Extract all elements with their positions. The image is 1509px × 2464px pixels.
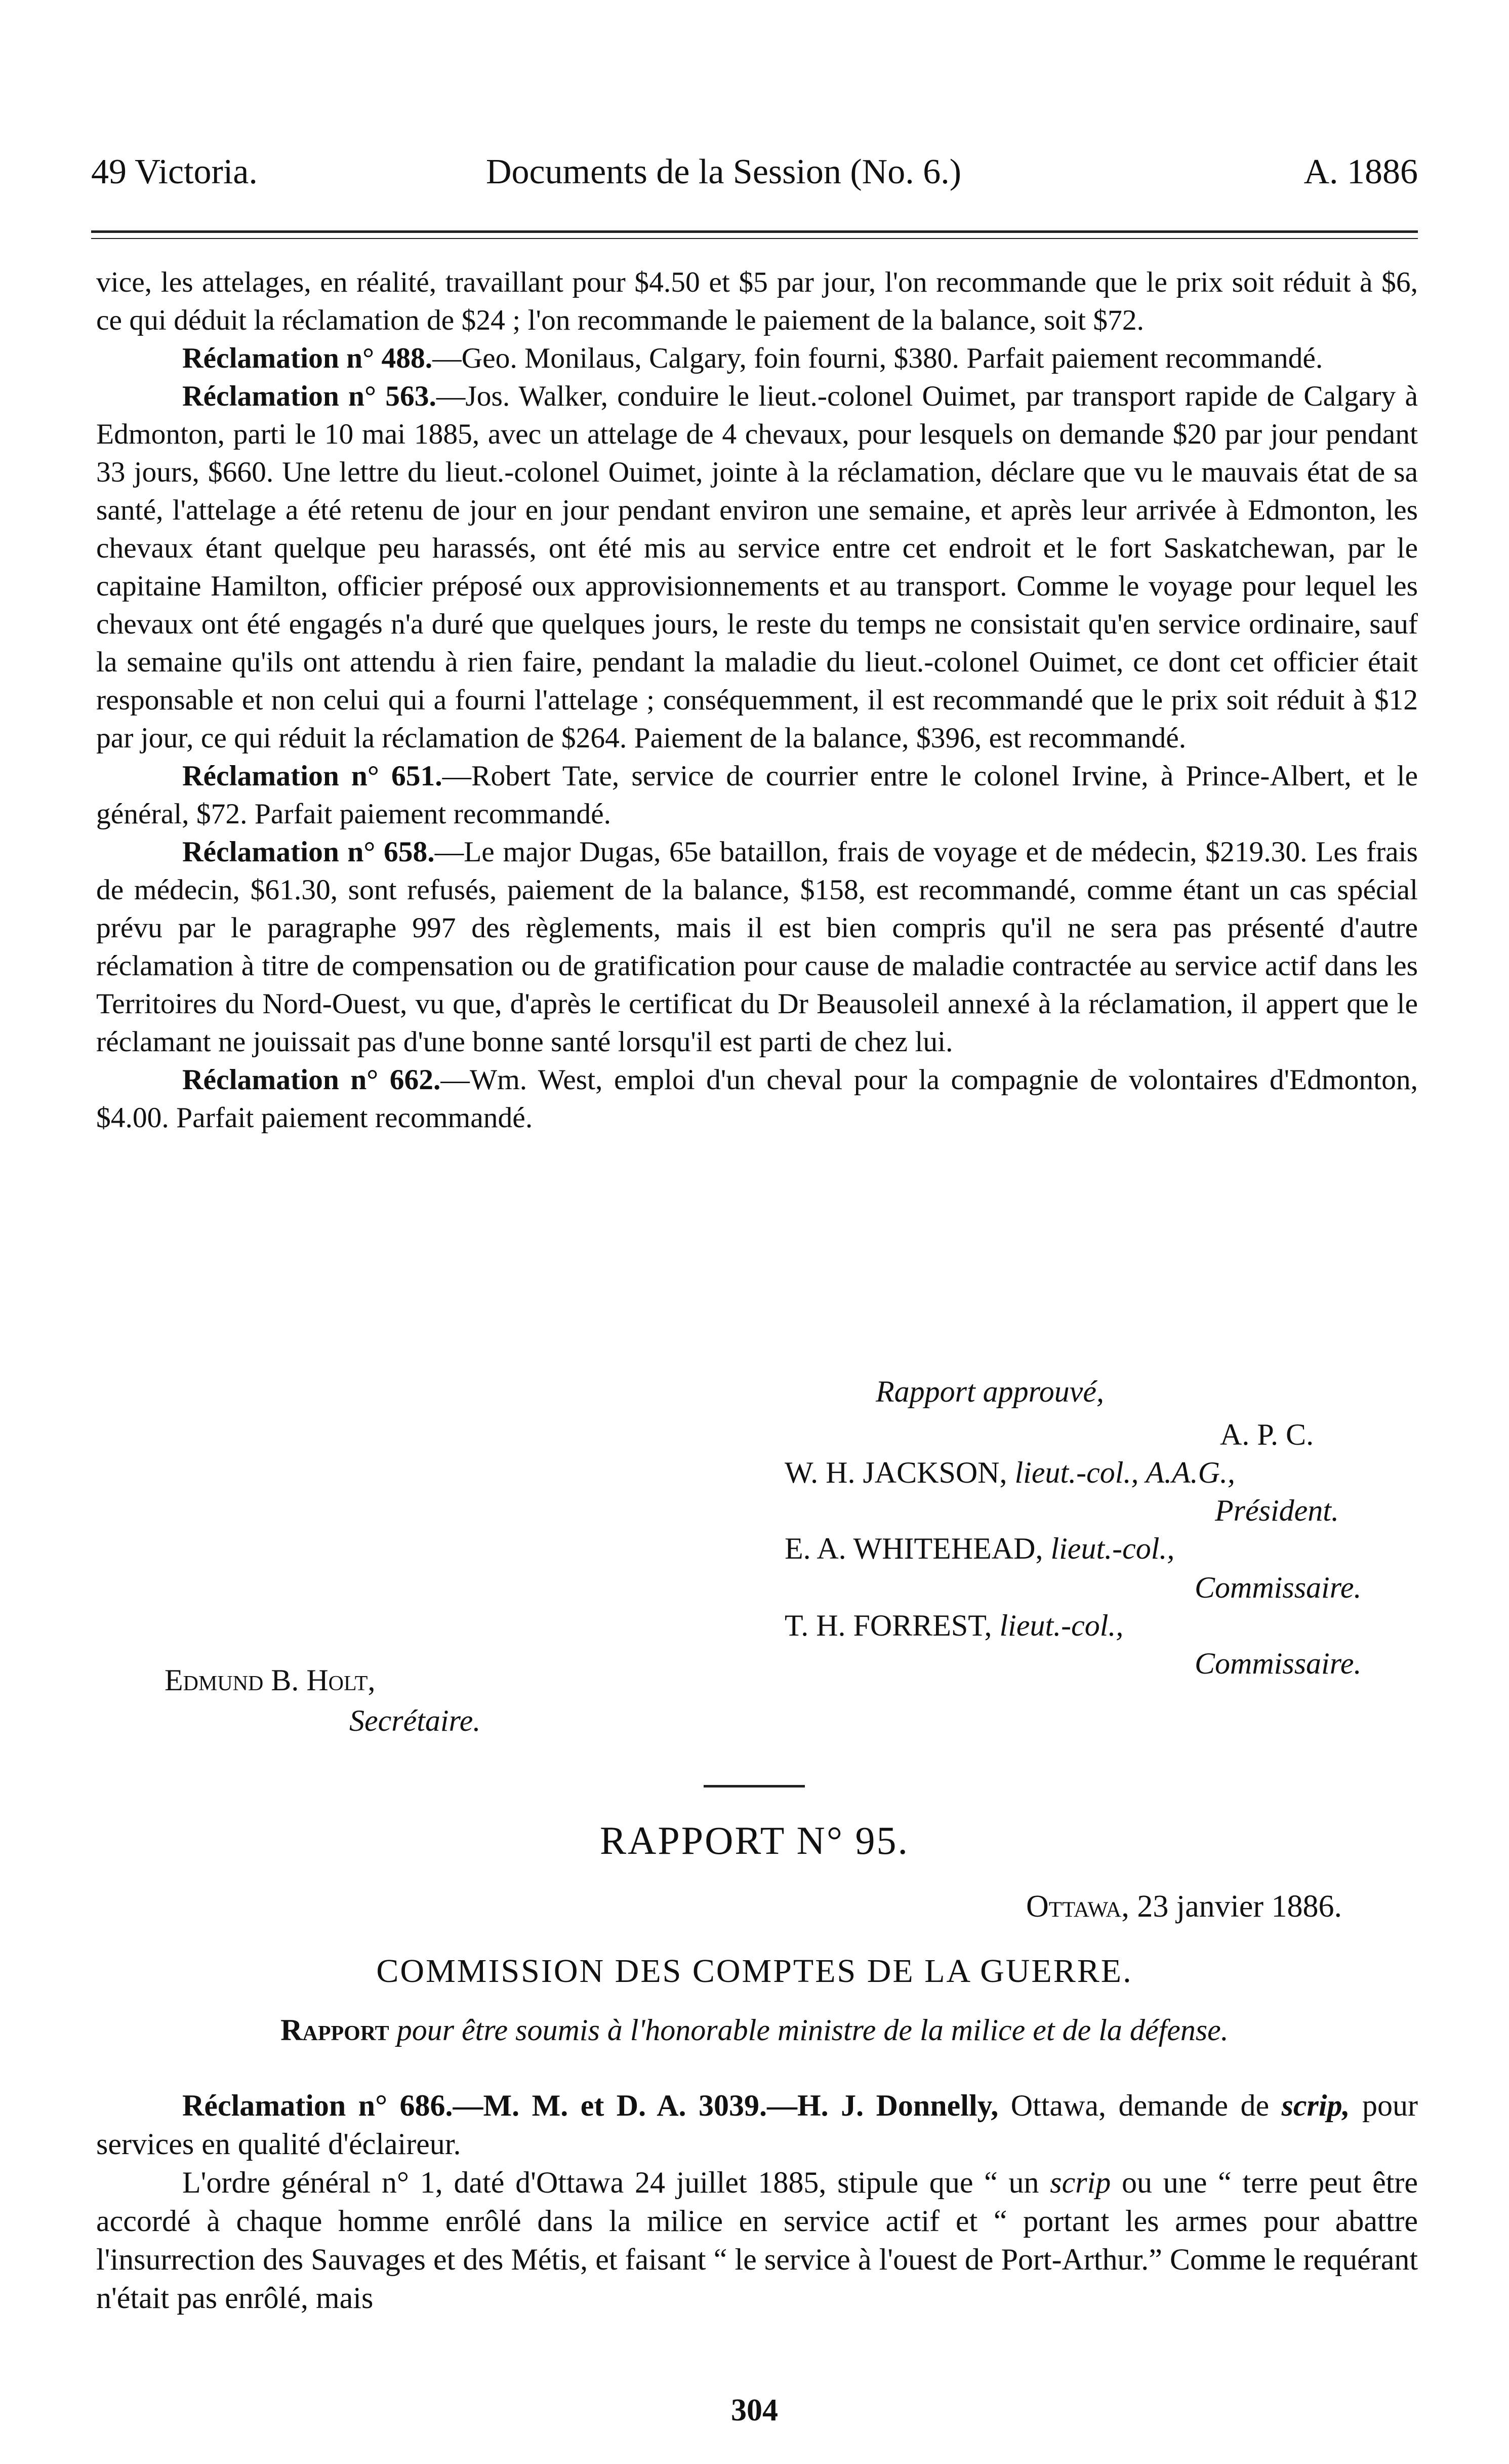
rapport-approuve-text: Rapport approuvé,: [876, 1375, 1105, 1408]
claims-body: [96, 263, 1418, 1137]
running-header: [91, 152, 1418, 208]
dateline: [1026, 1889, 1342, 1925]
signature-jackson: [785, 1453, 1235, 1492]
signature-whitehead: [785, 1529, 1174, 1568]
apc-initials: A. P. C.: [1220, 1418, 1314, 1451]
header-rule-thin: [91, 238, 1418, 239]
report-title: RAPPORT N° 95.: [599, 1818, 910, 1862]
paragraph-continuation: vice, les attelages, en réalité, travaillant pour $4.50 et $5 par jour, l'on recommande que le prix soit réduit à $6, ce qui déduit la réclamation de $24 ; l'on recommande le paiement de la balance, soit $72.: [96, 266, 1418, 336]
whitehead-name: E. A. WHITEHEAD,: [785, 1532, 1043, 1565]
claim-658-text: —Le major Dugas, 65e bataillon, frais de voyage et de médecin, $219.30. Les frais de médecin, $61.30, sont refusés, paiement de la balance, $158, est recommandé, comme étant un cas spécial prévu par le paragraphe 997 des règlements, mais il est bien compris qu'il ne sera pas présenté d'autre réclamation à titre de compensation ou de gratification pour cause de maladie contractée au service actif dans les Territoires du Nord-Ouest, vu que, d'après le certificat du Dr Beausoleil annexé à la réclamation, il appert que le réclamant ne jouissait pas d'une bonne santé lorsqu'il est parti de chez lui.: [96, 836, 1418, 1058]
claim-686-tail: pour services en qualité d'éclaireur.: [96, 2089, 1418, 2161]
ordre-general: [96, 2163, 1418, 2317]
dateline-place: Ottawa,: [1026, 1889, 1129, 1924]
signature-forrest: [785, 1606, 1123, 1645]
header-right: A. 1886: [1303, 152, 1418, 191]
claim-686-head: Réclamation n° 686.: [182, 2089, 453, 2122]
claim-686: [96, 2086, 1418, 2163]
commission-heading: COMMISSION DES COMPTES DE LA GUERRE.: [376, 1953, 1133, 1990]
rapport-approuve: [876, 1372, 1104, 1411]
header-center: Documents de la Session (No. 6.): [486, 152, 962, 191]
claim-488: [96, 339, 1418, 377]
header-left: 49 Victoria.: [91, 152, 258, 191]
secretary-role: Secrétaire.: [349, 1704, 481, 1737]
jackson-rank: lieut.-col., A.A.G.,: [1014, 1456, 1235, 1489]
forrest-rank: lieut.-col.,: [999, 1609, 1124, 1642]
forrest-name: T. H. FORREST,: [785, 1609, 992, 1642]
claim-563: [96, 377, 1418, 757]
claim-651-head: Réclamation n° 651.: [182, 760, 442, 792]
claim-651-text: —Robert Tate, service de courrier entre le colonel Irvine, à Prince-Albert, et le général, $72. Parfait paiement recommandé.: [96, 760, 1418, 830]
section-divider: [704, 1785, 805, 1787]
claim-488-text: —Geo. Monilaus, Calgary, foin fourni, $380. Parfait paiement recommandé.: [432, 342, 1323, 374]
whitehead-rank: lieut.-col.,: [1050, 1532, 1175, 1565]
secretary-name: Edmund B. Holt,: [165, 1663, 376, 1697]
forrest-role: Commissaire.: [1195, 1647, 1362, 1680]
report-subtitle: [0, 2013, 1509, 2048]
claim-658-head: Réclamation n° 658.: [182, 836, 435, 868]
report-95-body: [96, 2086, 1418, 2317]
ordre-scrip: scrip: [1050, 2166, 1111, 2199]
claim-662-head: Réclamation n° 662.: [182, 1064, 441, 1096]
claim-686-text: Ottawa, demande de: [998, 2089, 1282, 2122]
claim-651: [96, 757, 1418, 833]
header-rule-thick: [91, 230, 1418, 233]
ordre-text1: L'ordre général n° 1, daté d'Ottawa 24 juillet 1885, stipule que “ un: [182, 2166, 1050, 2199]
jackson-role: Président.: [1215, 1494, 1339, 1527]
jackson-name: W. H. JACKSON,: [785, 1456, 1007, 1489]
claim-488-head: Réclamation n° 488.: [182, 342, 433, 374]
ordre-text2: ou une “ terre peut être accordé à chaque homme enrôlé dans la milice en service actif et “ portant les armes pour abattre l'insurrection des Sauvages et des Métis, et faisant “ le service à l'ouest de Port-Arthur.” Comme le requérant n'était pas enrôlé, mais: [96, 2166, 1418, 2315]
dateline-date: 23 janvier 1886.: [1137, 1889, 1342, 1924]
claim-658: [96, 833, 1418, 1061]
subtitle-lead: Rapport: [280, 2013, 389, 2047]
claim-563-text: —Jos. Walker, conduire le lieut.-colonel Ouimet, par transport rapide de Calgary à Edmonton, parti le 10 mai 1885, avec un attelage de 4 chevaux, pour lesquels on demande $20 par jour pendant 33 jours, $660. Une lettre du lieut.-colonel Ouimet, jointe à la réclamation, déclare que vu le mauvais état de sa santé, l'attelage a été retenu de jour en jour pendant environ une semaine, et après leur arrivée à Edmonton, les chevaux étant quelque peu harassés, ont été mis au service entre cet endroit et le fort Saskatchewan, par le capitaine Hamilton, officier préposé oux approvisionnements et au transport. Comme le voyage pour lequel les chevaux ont été engagés n'a duré que quelques jours, le reste du temps ne consistait qu'en service ordinaire, sauf la semaine qu'ils ont attendu à rien faire, pendant la maladie du lieut.-colonel Ouimet, ce dont cet officier était responsable et non celui qui a fourni l'attelage ; conséquemment, il est recommandé que le prix soit réduit à $12 par jour, ce qui réduit la réclamation de $264. Paiement de la balance, $396, est recommandé.: [96, 380, 1418, 754]
whitehead-role: Commissaire.: [1195, 1571, 1362, 1604]
page-number: 304: [731, 2393, 778, 2428]
claim-686-names: —M. M. et D. A. 3039.—H. J. Donnelly,: [453, 2089, 999, 2122]
claim-662-text: —Wm. West, emploi d'un cheval pour la compagnie de volontaires d'Edmonton, $4.00. Parfait paiement recommandé.: [96, 1064, 1418, 1134]
claim-662: [96, 1061, 1418, 1137]
claim-563-head: Réclamation n° 563.: [182, 380, 436, 412]
subtitle-text: pour être soumis à l'honorable ministre de la milice et de la défense.: [396, 2013, 1229, 2047]
claim-686-scrip: scrip,: [1281, 2089, 1350, 2122]
